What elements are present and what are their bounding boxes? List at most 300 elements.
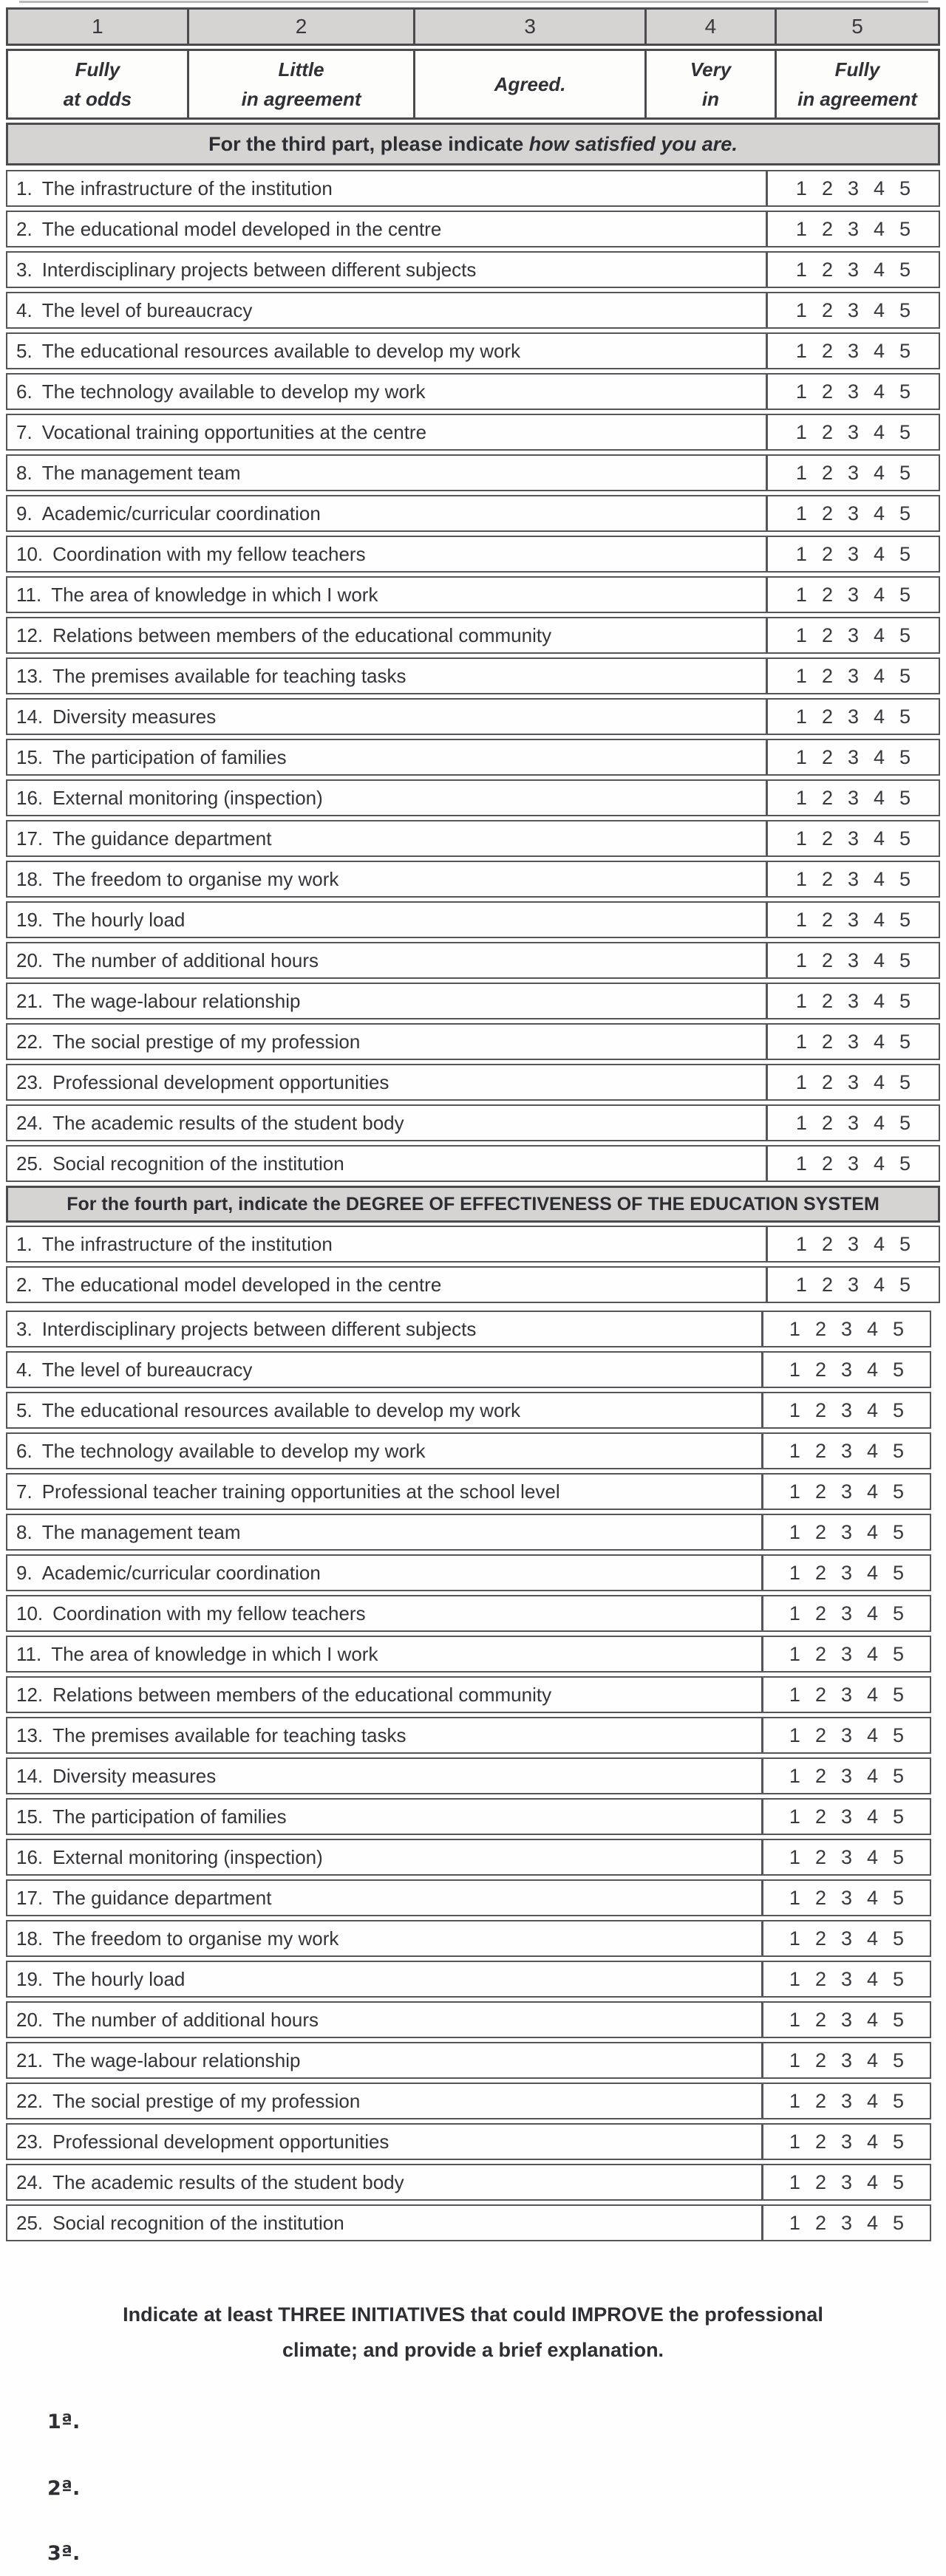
rating-option-4[interactable]: 4 [867, 2008, 879, 2031]
survey-item-row [6, 1757, 931, 1794]
rating-option-1[interactable]: 1 [795, 1070, 807, 1093]
rating-option-1[interactable]: 1 [795, 502, 807, 525]
survey-item-row [6, 536, 940, 573]
item-number: 14. [16, 705, 44, 728]
rating-option-4[interactable]: 4 [867, 1358, 879, 1381]
rating-option-5[interactable]: 5 [899, 1273, 911, 1296]
rating-option-4[interactable]: 4 [874, 177, 885, 199]
rating-option-2[interactable]: 2 [814, 1358, 826, 1381]
rating-option-4[interactable]: 4 [867, 1967, 879, 1990]
rating-option-3[interactable]: 3 [847, 827, 860, 850]
item-label [7, 1962, 761, 1996]
rating-option-1[interactable]: 1 [789, 1967, 800, 1990]
item-number: 7. [16, 420, 33, 443]
initiative-blank-3[interactable] [47, 2542, 946, 2567]
initiative-blank-2[interactable] [47, 2477, 946, 2502]
rating-option-2[interactable]: 2 [814, 1723, 826, 1746]
rating-option-1[interactable]: 1 [795, 177, 807, 199]
rating-option-5[interactable]: 5 [899, 461, 911, 484]
rating-option-3[interactable]: 3 [840, 1398, 853, 1421]
rating-option-3[interactable]: 3 [847, 217, 860, 240]
rating-option-1[interactable]: 1 [795, 1232, 807, 1255]
rating-option-5[interactable]: 5 [893, 1602, 905, 1624]
item-number: 17. [16, 827, 44, 850]
rating-option-5[interactable]: 5 [899, 1030, 911, 1053]
rating-options [761, 2206, 930, 2240]
survey-item-row [6, 1717, 931, 1754]
item-label [7, 1475, 761, 1509]
rating-option-5[interactable]: 5 [899, 745, 911, 768]
rating-option-4[interactable]: 4 [867, 1602, 879, 1624]
rating-option-2[interactable]: 2 [814, 1683, 826, 1706]
rating-option-1[interactable]: 1 [795, 664, 807, 687]
rating-option-4[interactable]: 4 [874, 989, 885, 1012]
rating-option-2[interactable]: 2 [814, 1927, 826, 1950]
rating-option-3[interactable]: 3 [847, 1111, 860, 1134]
rating-option-2[interactable]: 2 [821, 664, 833, 687]
rating-option-1[interactable]: 1 [789, 2170, 800, 2193]
rating-option-3[interactable]: 3 [847, 1070, 860, 1093]
rating-option-1[interactable]: 1 [789, 1398, 800, 1421]
prompt-line-1: Indicate at least THREE INITIATIVES that could IMPROVE the professional [123, 2303, 823, 2326]
rating-option-2[interactable]: 2 [814, 1520, 826, 1543]
item-label [7, 1434, 761, 1468]
survey-item-row [6, 1798, 931, 1835]
item-number: 11. [16, 583, 42, 606]
rating-option-1[interactable]: 1 [795, 949, 807, 971]
rating-option-4[interactable]: 4 [867, 1886, 879, 1909]
rating-option-5[interactable]: 5 [893, 1886, 905, 1909]
rating-option-5[interactable]: 5 [893, 2211, 905, 2234]
rating-option-3[interactable]: 3 [847, 623, 860, 646]
rating-option-1[interactable]: 1 [789, 1805, 800, 1828]
rating-option-4[interactable]: 4 [874, 380, 885, 403]
rating-option-3[interactable]: 3 [847, 786, 860, 809]
rating-option-1[interactable]: 1 [789, 1927, 800, 1950]
rating-option-1[interactable]: 1 [795, 1111, 807, 1134]
rating-option-5[interactable]: 5 [893, 1764, 905, 1787]
rating-option-5[interactable]: 5 [893, 1317, 905, 1340]
rating-option-4[interactable]: 4 [874, 420, 885, 443]
rating-option-3[interactable]: 3 [847, 502, 860, 525]
rating-option-2[interactable]: 2 [821, 380, 833, 403]
rating-option-4[interactable]: 4 [874, 461, 885, 484]
rating-option-1[interactable]: 1 [795, 827, 807, 850]
rating-option-1[interactable]: 1 [795, 339, 807, 362]
rating-option-3[interactable]: 3 [840, 1845, 853, 1868]
rating-option-2[interactable]: 2 [821, 420, 833, 443]
rating-option-4[interactable]: 4 [874, 258, 885, 281]
rating-option-1[interactable]: 1 [789, 1358, 800, 1381]
rating-option-5[interactable]: 5 [899, 949, 911, 971]
rating-option-5[interactable]: 5 [893, 1805, 905, 1828]
item-label [7, 1881, 761, 1915]
rating-option-2[interactable]: 2 [814, 2211, 826, 2234]
rating-option-3[interactable]: 3 [840, 2008, 853, 2031]
initiative-blank-1[interactable] [47, 2411, 946, 2436]
survey-item-row [6, 1554, 931, 1591]
rating-option-4[interactable]: 4 [867, 1845, 879, 1868]
rating-option-4[interactable]: 4 [874, 502, 885, 525]
rating-option-4[interactable]: 4 [874, 908, 885, 931]
rating-option-3[interactable]: 3 [840, 1480, 853, 1503]
survey-item-row [6, 1023, 940, 1060]
rating-option-1[interactable]: 1 [789, 2008, 800, 2031]
rating-option-2[interactable]: 2 [814, 1439, 826, 1462]
rating-option-2[interactable]: 2 [821, 1232, 833, 1255]
rating-option-3[interactable]: 3 [847, 1273, 860, 1296]
rating-option-3[interactable]: 3 [840, 1602, 853, 1624]
survey-item-row [6, 1311, 931, 1347]
rating-option-3[interactable]: 3 [847, 258, 860, 281]
rating-option-5[interactable]: 5 [893, 1439, 905, 1462]
rating-option-3[interactable]: 3 [840, 1723, 853, 1746]
item-label [7, 578, 766, 612]
rating-option-1[interactable]: 1 [795, 420, 807, 443]
rating-option-5[interactable]: 5 [899, 502, 911, 525]
rating-option-4[interactable]: 4 [874, 664, 885, 687]
item-text: The wage-labour relationship [52, 989, 301, 1012]
rating-option-5[interactable]: 5 [899, 908, 911, 931]
rating-option-3[interactable]: 3 [847, 339, 860, 362]
rating-option-4[interactable]: 4 [874, 705, 885, 728]
rating-option-3[interactable]: 3 [840, 1683, 853, 1706]
rating-option-5[interactable]: 5 [899, 989, 911, 1012]
rating-option-3[interactable]: 3 [847, 177, 860, 199]
rating-option-4[interactable]: 4 [874, 1273, 885, 1296]
rating-option-5[interactable]: 5 [899, 420, 911, 443]
rating-option-1[interactable]: 1 [789, 1520, 800, 1543]
rating-option-2[interactable]: 2 [814, 1398, 826, 1421]
rating-option-3[interactable]: 3 [847, 298, 860, 321]
rating-option-3[interactable]: 3 [847, 583, 860, 606]
rating-option-3[interactable]: 3 [840, 1317, 853, 1340]
rating-option-2[interactable]: 2 [821, 949, 833, 971]
rating-options [766, 496, 939, 530]
rating-option-5[interactable]: 5 [899, 664, 911, 687]
rating-option-3[interactable]: 3 [847, 989, 860, 1012]
item-label [7, 2165, 761, 2199]
rating-option-1[interactable]: 1 [789, 1723, 800, 1746]
rating-option-2[interactable]: 2 [821, 583, 833, 606]
rating-option-5[interactable]: 5 [893, 1398, 905, 1421]
rating-option-1[interactable]: 1 [795, 623, 807, 646]
rating-option-2[interactable]: 2 [821, 1273, 833, 1296]
rating-option-4[interactable]: 4 [874, 786, 885, 809]
rating-option-5[interactable]: 5 [893, 2049, 905, 2071]
rating-option-3[interactable]: 3 [840, 1642, 853, 1665]
item-label [7, 1637, 761, 1671]
item-number: 19. [16, 908, 44, 931]
rating-option-3[interactable]: 3 [847, 745, 860, 768]
rating-options [766, 415, 939, 449]
rating-option-2[interactable]: 2 [821, 623, 833, 646]
rating-option-3[interactable]: 3 [847, 1030, 860, 1053]
rating-option-2[interactable]: 2 [821, 258, 833, 281]
rating-option-2[interactable]: 2 [821, 502, 833, 525]
rating-option-4[interactable]: 4 [867, 1520, 879, 1543]
rating-option-1[interactable]: 1 [795, 705, 807, 728]
rating-option-4[interactable]: 4 [874, 1030, 885, 1053]
rating-option-3[interactable]: 3 [847, 1152, 860, 1175]
rating-option-5[interactable]: 5 [893, 1927, 905, 1950]
rating-option-5[interactable]: 5 [893, 1845, 905, 1868]
rating-option-3[interactable]: 3 [847, 867, 860, 890]
rating-option-2[interactable]: 2 [814, 1480, 826, 1503]
rating-option-5[interactable]: 5 [893, 1520, 905, 1543]
rating-option-5[interactable]: 5 [899, 867, 911, 890]
survey-item-row [6, 779, 940, 816]
rating-option-2[interactable]: 2 [821, 1111, 833, 1134]
item-text: The management team [41, 1520, 241, 1543]
rating-option-1[interactable]: 1 [795, 461, 807, 484]
rating-option-4[interactable]: 4 [867, 2130, 879, 2153]
rating-option-4[interactable]: 4 [874, 298, 885, 321]
rating-option-5[interactable]: 5 [899, 258, 911, 281]
rating-option-5[interactable]: 5 [899, 786, 911, 809]
rating-option-5[interactable]: 5 [893, 1561, 905, 1584]
rating-option-1[interactable]: 1 [789, 1886, 800, 1909]
part4-header [6, 1186, 940, 1223]
rating-option-4[interactable]: 4 [867, 1439, 879, 1462]
rating-options [766, 1025, 939, 1059]
rating-option-5[interactable]: 5 [899, 1232, 911, 1255]
rating-option-5[interactable]: 5 [893, 1683, 905, 1706]
rating-option-4[interactable]: 4 [867, 2170, 879, 2193]
rating-option-2[interactable]: 2 [814, 1602, 826, 1624]
item-number: 2. [16, 217, 33, 240]
rating-option-1[interactable]: 1 [789, 1439, 800, 1462]
rating-option-3[interactable]: 3 [847, 908, 860, 931]
item-text: Social recognition of the institution [52, 1152, 344, 1175]
rating-option-5[interactable]: 5 [899, 583, 911, 606]
rating-option-4[interactable]: 4 [874, 1070, 885, 1093]
rating-option-5[interactable]: 5 [899, 380, 911, 403]
item-label [7, 618, 766, 652]
scale-label-cell: Very in [647, 51, 777, 117]
item-label [7, 700, 766, 734]
rating-option-2[interactable]: 2 [821, 461, 833, 484]
rating-option-5[interactable]: 5 [899, 705, 911, 728]
rating-option-5[interactable]: 5 [893, 1642, 905, 1665]
item-number: 9. [16, 502, 33, 525]
rating-option-4[interactable]: 4 [867, 2049, 879, 2071]
rating-option-2[interactable]: 2 [814, 1967, 826, 1990]
rating-option-4[interactable]: 4 [874, 867, 885, 890]
rating-option-2[interactable]: 2 [814, 2170, 826, 2193]
item-label [7, 1515, 761, 1549]
rating-option-2[interactable]: 2 [814, 1886, 826, 1909]
rating-option-5[interactable]: 5 [899, 177, 911, 199]
rating-option-3[interactable]: 3 [840, 1927, 853, 1950]
rating-option-5[interactable]: 5 [899, 1111, 911, 1134]
rating-option-3[interactable]: 3 [847, 705, 860, 728]
rating-option-5[interactable]: 5 [899, 217, 911, 240]
rating-option-4[interactable]: 4 [867, 1480, 879, 1503]
item-label [7, 334, 766, 368]
rating-option-2[interactable]: 2 [821, 1070, 833, 1093]
survey-item-row [6, 1636, 931, 1673]
rating-option-4[interactable]: 4 [874, 583, 885, 606]
rating-option-5[interactable]: 5 [899, 542, 911, 565]
rating-option-3[interactable]: 3 [847, 380, 860, 403]
rating-option-3[interactable]: 3 [840, 2130, 853, 2153]
rating-option-1[interactable]: 1 [795, 786, 807, 809]
rating-option-2[interactable]: 2 [814, 2008, 826, 2031]
rating-option-4[interactable]: 4 [874, 1232, 885, 1255]
rating-option-1[interactable]: 1 [789, 1561, 800, 1584]
rating-option-3[interactable]: 3 [840, 1439, 853, 1462]
rating-option-3[interactable]: 3 [847, 949, 860, 971]
item-text: Diversity measures [52, 705, 217, 728]
rating-option-4[interactable]: 4 [867, 1805, 879, 1828]
rating-option-2[interactable]: 2 [814, 1764, 826, 1787]
rating-option-4[interactable]: 4 [874, 339, 885, 362]
rating-option-2[interactable]: 2 [821, 786, 833, 809]
rating-option-4[interactable]: 4 [867, 1398, 879, 1421]
rating-option-1[interactable]: 1 [795, 745, 807, 768]
rating-option-3[interactable]: 3 [847, 542, 860, 565]
rating-option-5[interactable]: 5 [899, 1152, 911, 1175]
rating-option-3[interactable]: 3 [840, 1561, 853, 1584]
rating-option-2[interactable]: 2 [821, 745, 833, 768]
rating-option-4[interactable]: 4 [867, 1642, 879, 1665]
rating-option-3[interactable]: 3 [840, 2170, 853, 2193]
rating-option-1[interactable]: 1 [795, 1273, 807, 1296]
rating-option-5[interactable]: 5 [893, 2170, 905, 2193]
rating-option-5[interactable]: 5 [893, 2008, 905, 2031]
rating-option-1[interactable]: 1 [789, 1642, 800, 1665]
rating-option-3[interactable]: 3 [840, 2211, 853, 2234]
rating-option-1[interactable]: 1 [789, 1845, 800, 1868]
rating-option-5[interactable]: 5 [899, 298, 911, 321]
rating-option-3[interactable]: 3 [840, 1886, 853, 1909]
rating-option-5[interactable]: 5 [893, 1967, 905, 1990]
rating-option-2[interactable]: 2 [821, 177, 833, 199]
rating-option-4[interactable]: 4 [867, 1317, 879, 1340]
rating-option-5[interactable]: 5 [899, 339, 911, 362]
rating-option-2[interactable]: 2 [821, 908, 833, 931]
rating-options [766, 1147, 939, 1181]
rating-option-4[interactable]: 4 [874, 745, 885, 768]
rating-option-1[interactable]: 1 [789, 1317, 800, 1340]
rating-option-4[interactable]: 4 [867, 2089, 879, 2112]
rating-option-3[interactable]: 3 [840, 1764, 853, 1787]
rating-option-3[interactable]: 3 [847, 420, 860, 443]
rating-option-3[interactable]: 3 [840, 1358, 853, 1381]
rating-option-2[interactable]: 2 [814, 2049, 826, 2071]
rating-option-5[interactable]: 5 [899, 827, 911, 850]
rating-option-2[interactable]: 2 [821, 827, 833, 850]
rating-option-2[interactable]: 2 [821, 867, 833, 890]
survey-item-row [6, 373, 940, 410]
rating-option-1[interactable]: 1 [789, 1602, 800, 1624]
survey-item-row [6, 170, 940, 207]
rating-option-3[interactable]: 3 [847, 461, 860, 484]
rating-option-2[interactable]: 2 [821, 339, 833, 362]
rating-option-4[interactable]: 4 [874, 217, 885, 240]
item-label [7, 1353, 761, 1387]
rating-option-1[interactable]: 1 [795, 258, 807, 281]
rating-option-1[interactable]: 1 [789, 1683, 800, 1706]
rating-option-1[interactable]: 1 [789, 2049, 800, 2071]
rating-option-2[interactable]: 2 [814, 1642, 826, 1665]
rating-option-1[interactable]: 1 [789, 1480, 800, 1503]
rating-option-4[interactable]: 4 [867, 1723, 879, 1746]
rating-option-1[interactable]: 1 [789, 2211, 800, 2234]
rating-option-2[interactable]: 2 [814, 1845, 826, 1868]
rating-option-5[interactable]: 5 [893, 2089, 905, 2112]
rating-option-4[interactable]: 4 [874, 827, 885, 850]
rating-option-2[interactable]: 2 [814, 1317, 826, 1340]
rating-option-4[interactable]: 4 [867, 1561, 879, 1584]
rating-option-1[interactable]: 1 [795, 217, 807, 240]
rating-option-4[interactable]: 4 [867, 1927, 879, 1950]
rating-option-1[interactable]: 1 [789, 2130, 800, 2153]
rating-option-2[interactable]: 2 [821, 217, 833, 240]
rating-option-2[interactable]: 2 [821, 298, 833, 321]
item-number: 18. [16, 1927, 44, 1950]
rating-option-4[interactable]: 4 [867, 1764, 879, 1787]
rating-option-2[interactable]: 2 [814, 2089, 826, 2112]
rating-option-1[interactable]: 1 [795, 583, 807, 606]
rating-option-4[interactable]: 4 [874, 1152, 885, 1175]
rating-option-4[interactable]: 4 [867, 1683, 879, 1706]
rating-option-2[interactable]: 2 [814, 1805, 826, 1828]
rating-option-4[interactable]: 4 [874, 542, 885, 565]
rating-option-2[interactable]: 2 [821, 542, 833, 565]
rating-option-1[interactable]: 1 [789, 2089, 800, 2112]
rating-option-1[interactable]: 1 [795, 1030, 807, 1053]
rating-option-1[interactable]: 1 [795, 908, 807, 931]
rating-option-1[interactable]: 1 [795, 867, 807, 890]
rating-option-4[interactable]: 4 [874, 1111, 885, 1134]
rating-options [766, 1227, 939, 1261]
rating-option-4[interactable]: 4 [867, 2211, 879, 2234]
rating-option-2[interactable]: 2 [814, 1561, 826, 1584]
rating-option-4[interactable]: 4 [874, 949, 885, 971]
rating-option-3[interactable]: 3 [840, 2049, 853, 2071]
rating-option-2[interactable]: 2 [821, 1030, 833, 1053]
rating-option-5[interactable]: 5 [893, 2130, 905, 2153]
rating-option-4[interactable]: 4 [874, 623, 885, 646]
rating-option-5[interactable]: 5 [893, 1358, 905, 1381]
rating-option-3[interactable]: 3 [847, 1232, 860, 1255]
rating-option-2[interactable]: 2 [821, 705, 833, 728]
rating-option-3[interactable]: 3 [847, 664, 860, 687]
rating-option-3[interactable]: 3 [840, 1967, 853, 1990]
rating-option-3[interactable]: 3 [840, 1805, 853, 1828]
item-text: The educational model developed in the centre [41, 1273, 442, 1296]
part3-header-text: For the third part, please indicate [208, 132, 529, 155]
rating-option-5[interactable]: 5 [893, 1480, 905, 1503]
initiatives-prompt [44, 2297, 902, 2368]
rating-option-2[interactable]: 2 [821, 1152, 833, 1175]
rating-option-1[interactable]: 1 [795, 298, 807, 321]
rating-option-1[interactable]: 1 [795, 380, 807, 403]
rating-option-5[interactable]: 5 [899, 1070, 911, 1093]
rating-option-5[interactable]: 5 [893, 1723, 905, 1746]
rating-option-1[interactable]: 1 [795, 1152, 807, 1175]
rating-option-1[interactable]: 1 [789, 1764, 800, 1787]
rating-option-1[interactable]: 1 [795, 542, 807, 565]
rating-option-3[interactable]: 3 [840, 2089, 853, 2112]
rating-option-2[interactable]: 2 [814, 2130, 826, 2153]
rating-option-1[interactable]: 1 [795, 989, 807, 1012]
rating-option-5[interactable]: 5 [899, 623, 911, 646]
rating-option-3[interactable]: 3 [840, 1520, 853, 1543]
rating-option-2[interactable]: 2 [821, 989, 833, 1012]
